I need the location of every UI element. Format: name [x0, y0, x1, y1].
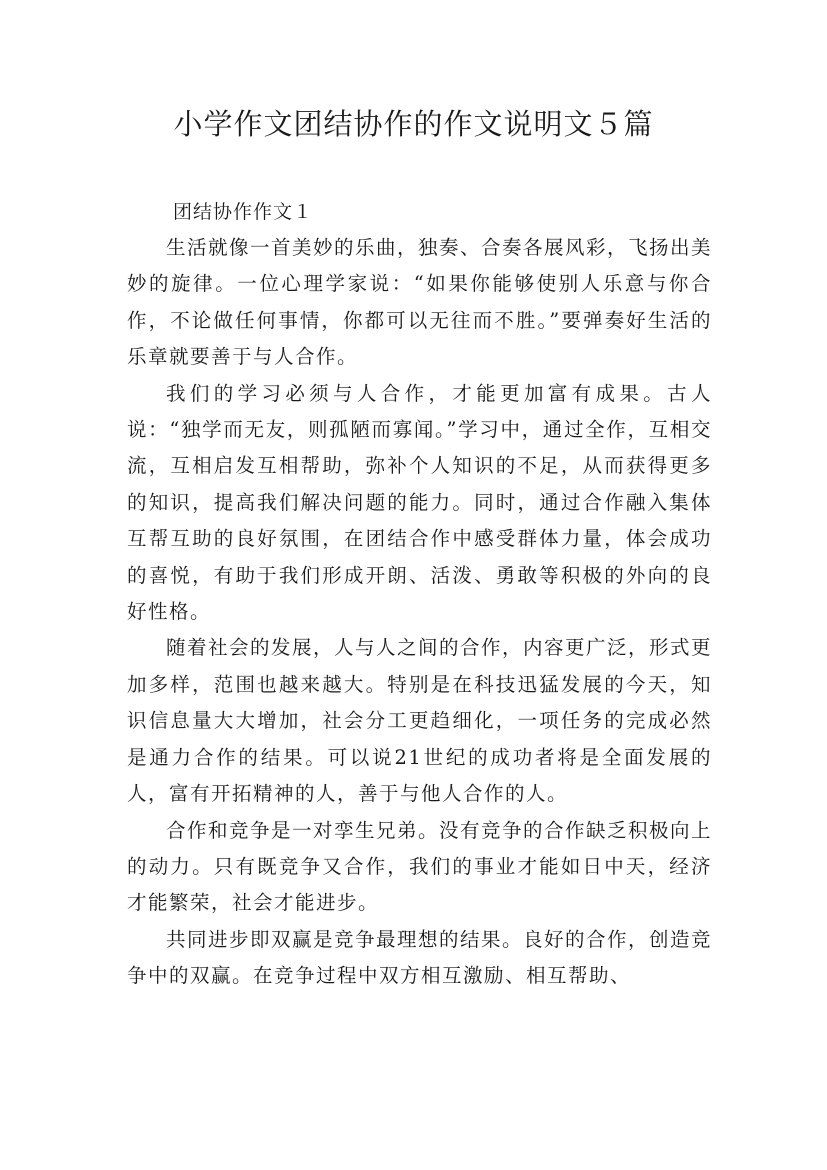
paragraph-1: 生活就像一首美妙的乐曲，独奏、合奏各展风彩，飞扬出美妙的旋律。一位心理学家说：“如果你能够使别人乐意与你合作，不论做任何事情，你都可以无往而不胜。”要弹奏好生活的乐章就要善于与人合作。	[127, 236, 713, 369]
paragraph-3: 随着社会的发展，人与人之间的合作，内容更广泛，形式更加多样，范围也越来越大。特别是在科技迅猛发展的今天，知识信息量大大增加，社会分工更趋细化，一项任务的完成必然是通力合作的结果。可以说21世纪的成功者将是全面发展的人，富有开拓精神的人，善于与他人合作的人。	[127, 636, 713, 806]
paragraph-4: 合作和竞争是一对孪生兄弟。没有竞争的合作缺乏积极向上的动力。只有既竞争又合作，我们的事业才能如日中天，经济才能繁荣，社会才能进步。	[127, 818, 713, 915]
section-heading: 团结协作作文１	[173, 201, 314, 223]
document-body	[127, 194, 712, 995]
paragraph-2: 我们的学习必须与人合作，才能更加富有成果。古人说：“独学而无友，则孤陋而寡闻。”学习中，通过全作，互相交流，互相启发互相帮助，弥补个人知识的不足，从而获得更多的知识，提高我们解决问题的能力。同时，通过合作融入集体互帮互助的良好氛围，在团结合作中感受群体力量，体会成功的喜悦，有助于我们形成开朗、活泼、勇敢等积极的外向的良好性格。	[127, 381, 712, 624]
document-title: 小学作文团结协作的作文说明文５篇	[173, 107, 654, 141]
paragraph-5: 共同进步即双赢是竞争最理想的结果。良好的合作，创造竞争中的双赢。在竞争过程中双方相互激励、相互帮助、	[127, 927, 713, 988]
